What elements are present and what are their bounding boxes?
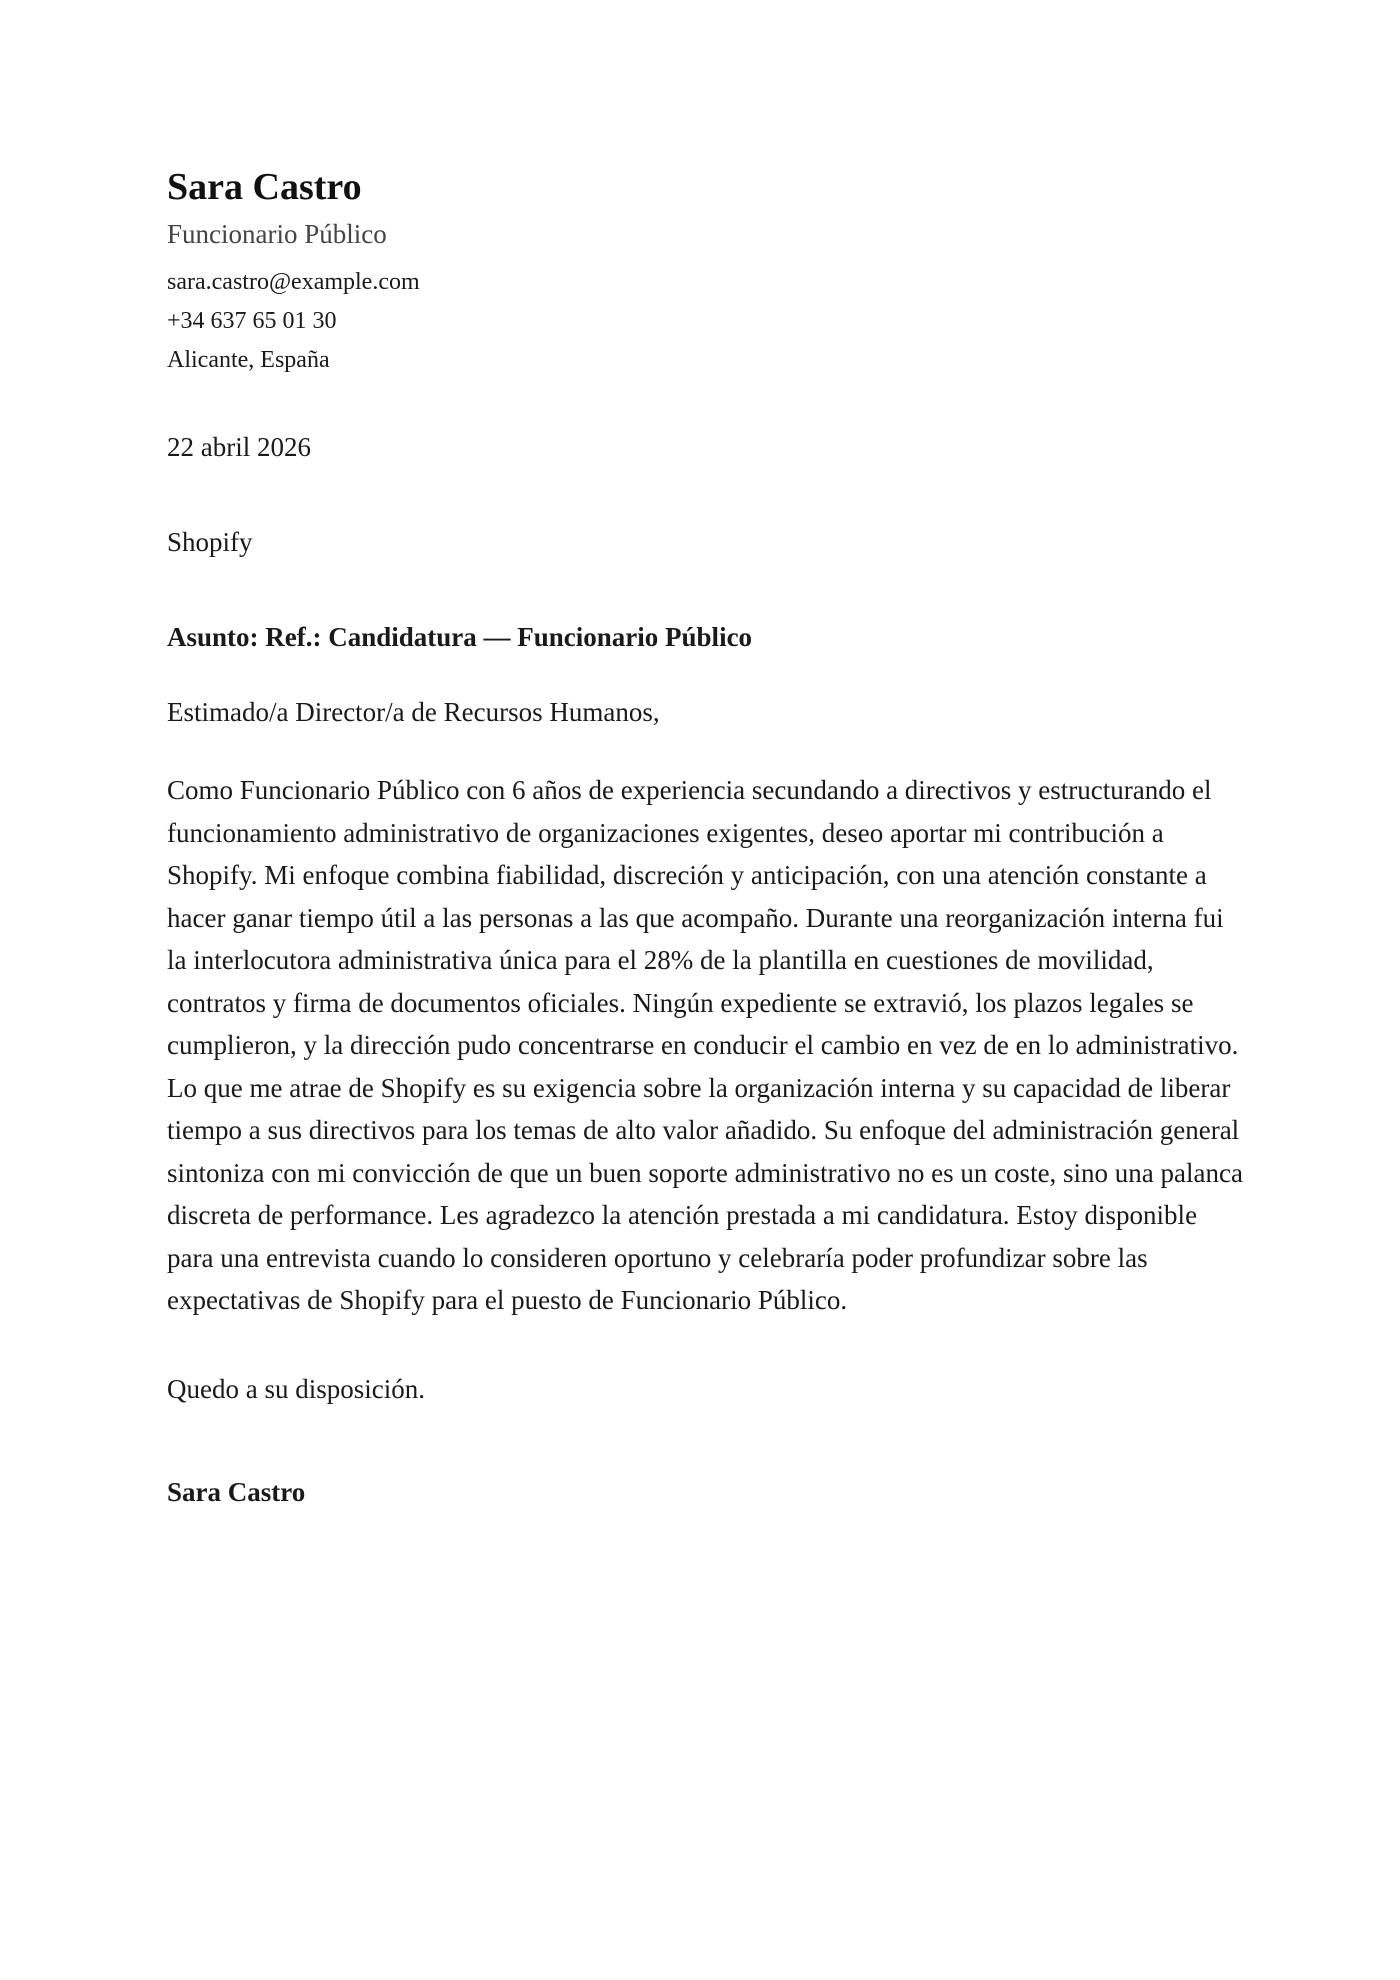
- sender-name: Sara Castro: [167, 166, 362, 208]
- letter-date: 22 abril 2026: [167, 431, 311, 462]
- letter-body: Como Funcionario Público con 6 años de experiencia secundando a directivos y estructurando el funcionamiento administrativo de organizaciones exigentes, deseo aportar mi contribución a Shopify. Mi enfoque combina fiabilidad, discreción y anticipación, con una atención constante a hacer ganar tiempo útil a las personas a las que acompaño. Durante una reorganización interna fui la interlocutora administrativa única para el 28% de la plantilla en cuestiones de movilidad, contratos y firma de documentos oficiales. Ningún expediente se extravió, los plazos legales se cumplieron, y la dirección pudo concentrarse en conducir el cambio en vez de en lo administrativo. Lo que me atrae de Shopify es su exigencia sobre la organización interna y su capacidad de liberar tiempo a sus directivos para los temas de alto valor añadido. Su enfoque del administración general sintoniza con mi convicción de que un buen soporte administrativo no es un coste, sino una palanca discreta de performance. Les agradezco la atención prestada a mi candidatura. Estoy disponible para una entrevista cuando lo consideren oportuno y celebraría poder profundizar sobre las expectativas de Shopify para el puesto de Funcionario Público.: [167, 775, 1243, 1316]
- sender-location: Alicante, España: [167, 346, 330, 373]
- letter-closing: Quedo a su disposición.: [167, 1373, 425, 1404]
- sender-title: Funcionario Público: [167, 218, 387, 249]
- sender-phone: +34 637 65 01 30: [167, 307, 337, 334]
- cover-letter: [167, 165, 1247, 1510]
- letter-signature: Sara Castro: [167, 1476, 306, 1507]
- recipient-company: Shopify: [167, 526, 253, 557]
- letter-subject: Asunto: Ref.: Candidatura — Funcionario Público: [167, 621, 753, 652]
- sender-contact: [167, 263, 1247, 380]
- letter-greeting: Estimado/a Director/a de Recursos Humanos,: [167, 696, 660, 727]
- sender-email: sara.castro@example.com: [167, 268, 420, 295]
